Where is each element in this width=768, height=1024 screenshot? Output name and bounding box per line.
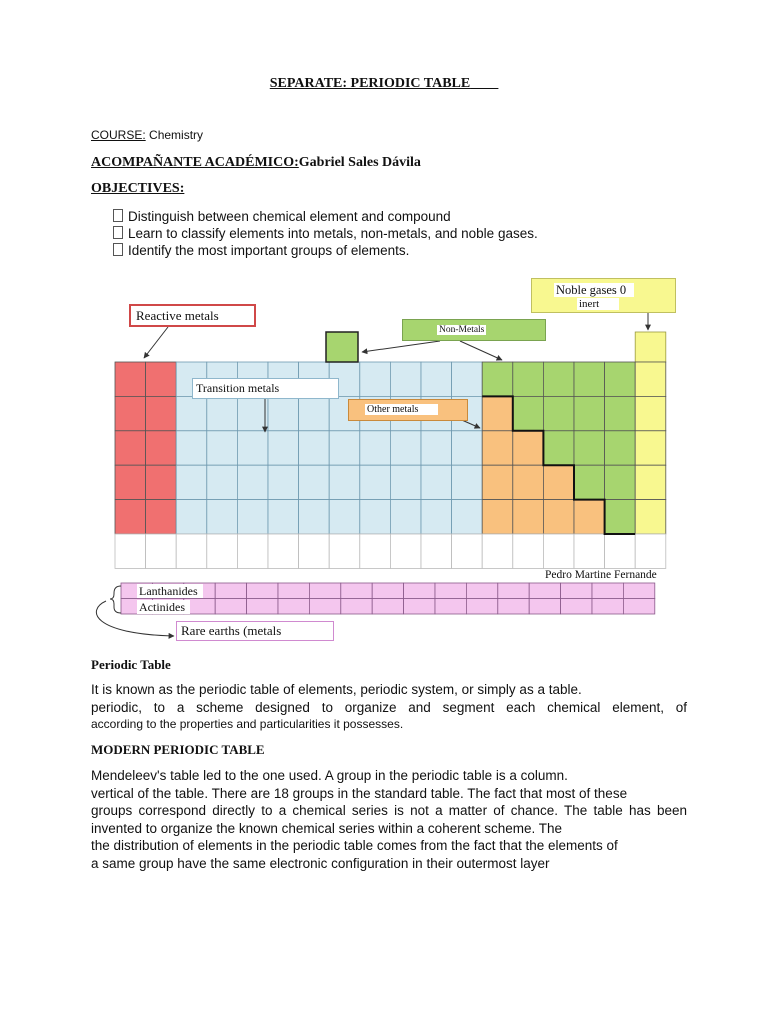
objectives-list	[113, 208, 538, 259]
objective-text: Learn to classify elements into metals, non-metals, and noble gases.	[128, 226, 538, 241]
label-lanthanides	[137, 584, 203, 598]
element-cell	[146, 534, 177, 568]
element-cell	[543, 534, 574, 568]
course-line	[91, 128, 203, 142]
element-cell	[452, 431, 483, 465]
element-cell	[237, 465, 268, 499]
rare-earth-cell	[309, 583, 340, 599]
element-cell	[176, 396, 207, 430]
label-text: Reactive metals	[136, 308, 219, 323]
element-cell	[421, 362, 452, 396]
element-cell	[543, 396, 574, 430]
label-rare-earths	[176, 621, 334, 641]
rare-earth-cell	[466, 583, 497, 599]
checkbox-glyph-icon	[113, 209, 123, 222]
element-cell	[360, 534, 391, 568]
element-cell	[360, 500, 391, 534]
rare-earth-cell	[247, 599, 278, 615]
objective-item	[113, 208, 538, 225]
rare-earth-cell	[623, 583, 654, 599]
label-text: Non-Metals	[439, 325, 485, 335]
paragraph-line: It is known as the periodic table of elements, periodic system, or simply as a table.	[91, 682, 582, 697]
element-cell	[605, 500, 636, 534]
element-cell	[635, 500, 666, 534]
rare-earth-cell	[372, 583, 403, 599]
label-text: Rare earths (metals	[181, 623, 282, 638]
element-cell	[605, 465, 636, 499]
element-cell	[146, 362, 177, 396]
element-cell	[635, 431, 666, 465]
paragraph-line: according to the properties and particularities it possesses.	[91, 717, 404, 731]
element-cell	[421, 465, 452, 499]
rare-earth-cell	[341, 583, 372, 599]
element-cell	[329, 465, 360, 499]
element-cell	[268, 500, 299, 534]
element-cell	[482, 465, 513, 499]
page-title-trail: ____	[470, 76, 499, 91]
element-cell	[543, 500, 574, 534]
rare-earth-cell	[372, 599, 403, 615]
label-other-metals	[348, 399, 468, 421]
rare-earth-cell	[435, 599, 466, 615]
element-cell	[237, 534, 268, 568]
element-cell	[482, 534, 513, 568]
label-noble-gases	[531, 278, 676, 313]
element-cell	[635, 362, 666, 396]
element-cell	[605, 431, 636, 465]
page-title-text: SEPARATE: PERIODIC TABLE	[269, 76, 471, 91]
element-cell	[482, 500, 513, 534]
element-cell	[360, 431, 391, 465]
element-cell	[390, 431, 421, 465]
element-cell	[635, 534, 666, 568]
element-cell	[574, 500, 605, 534]
rare-earth-cell	[309, 599, 340, 615]
element-cell	[299, 396, 330, 430]
element-cell	[513, 500, 544, 534]
objective-item	[113, 225, 538, 242]
element-cell	[115, 396, 146, 430]
element-cell	[421, 431, 452, 465]
rare-earth-cell	[498, 599, 529, 615]
element-cell	[299, 431, 330, 465]
element-cell	[146, 431, 177, 465]
image-credit	[545, 569, 657, 581]
element-cells	[115, 332, 666, 568]
element-cell	[513, 362, 544, 396]
label-text: Actinides	[137, 600, 190, 614]
label-text: Transition metals	[196, 381, 280, 395]
rare-earth-cell	[529, 599, 560, 615]
page-title	[0, 76, 768, 92]
element-cell	[176, 431, 207, 465]
objective-text: Identify the most important groups of elements.	[128, 243, 410, 258]
element-cell	[237, 396, 268, 430]
section-heading-periodic-table: Periodic Table	[91, 657, 171, 672]
element-cell	[635, 465, 666, 499]
element-cell	[543, 465, 574, 499]
section1-paragraph	[91, 681, 687, 734]
label-actinides	[137, 600, 190, 614]
paragraph-line: vertical of the table. There are 18 groups in the standard table. The fact that most of these	[91, 785, 628, 801]
nonmetal-sample-cell	[326, 332, 358, 362]
element-cell	[115, 534, 146, 568]
element-cell	[329, 500, 360, 534]
element-cell	[146, 500, 177, 534]
element-cell	[299, 534, 330, 568]
element-cell	[115, 431, 146, 465]
rare-earth-cell	[561, 599, 592, 615]
element-cell	[482, 431, 513, 465]
element-cell	[207, 431, 238, 465]
label-inert: inert	[577, 298, 619, 310]
element-cell	[605, 396, 636, 430]
element-cell	[513, 396, 544, 430]
checkbox-glyph-icon	[113, 243, 123, 256]
element-cell	[482, 362, 513, 396]
element-cell	[176, 534, 207, 568]
rare-earth-cell	[404, 583, 435, 599]
objective-text: Distinguish between chemical element and compound	[128, 209, 451, 224]
label-text: Noble gases 0	[554, 283, 634, 297]
acomp-line	[91, 155, 421, 171]
rare-earth-cell	[561, 583, 592, 599]
element-cell	[574, 534, 605, 568]
element-cell	[605, 534, 636, 568]
element-cell	[329, 431, 360, 465]
rare-earth-cell	[278, 599, 309, 615]
element-cell	[268, 465, 299, 499]
acomp-label: ACOMPAÑANTE ACADÉMICO:	[91, 155, 299, 170]
element-cell	[115, 465, 146, 499]
section-heading-modern: MODERN PERIODIC TABLE	[91, 742, 265, 757]
paragraph-line: invented to organize the known chemical series within a coherent scheme. The	[91, 820, 563, 836]
element-cell	[268, 534, 299, 568]
rare-earth-cell	[623, 599, 654, 615]
element-cell	[176, 465, 207, 499]
objectives-heading: OBJECTIVES:	[91, 181, 185, 196]
arrow-nonmetal-right	[460, 341, 502, 360]
rare-earth-cell	[435, 583, 466, 599]
rare-earth-cell	[592, 599, 623, 615]
paragraph-line: a same group have the same electronic configuration in their outermost layer	[91, 855, 550, 871]
element-cell	[390, 465, 421, 499]
element-cell	[237, 431, 268, 465]
element-cell	[329, 534, 360, 568]
course-value: Chemistry	[145, 128, 204, 142]
element-cell	[513, 431, 544, 465]
checkbox-glyph-icon	[113, 226, 123, 239]
section2-paragraph	[91, 767, 687, 872]
element-cell	[513, 465, 544, 499]
rare-earth-cell	[247, 583, 278, 599]
element-cell	[299, 500, 330, 534]
rare-earth-cell	[278, 583, 309, 599]
element-cell	[207, 534, 238, 568]
element-cell	[452, 500, 483, 534]
element-cell	[482, 396, 513, 430]
objective-item	[113, 242, 538, 259]
element-cell	[268, 396, 299, 430]
rare-earth-cell	[529, 583, 560, 599]
paragraph-line: Mendeleev's table led to the one used. A group in the periodic table is a column.	[91, 768, 568, 783]
credit-text: Pedro Martine Fernande	[545, 569, 657, 581]
element-cell	[452, 465, 483, 499]
element-cell	[146, 465, 177, 499]
element-cell	[543, 431, 574, 465]
rare-earth-cell	[215, 599, 246, 615]
arrow-reactive	[144, 327, 168, 358]
rare-earth-cell	[341, 599, 372, 615]
element-cell	[299, 465, 330, 499]
element-cell	[390, 362, 421, 396]
element-cell	[452, 362, 483, 396]
course-label: COURSE:	[91, 128, 146, 142]
acomp-value: Gabriel Sales Dávila	[298, 155, 421, 170]
element-cell	[237, 500, 268, 534]
element-cell	[452, 534, 483, 568]
paragraph-line: groups correspond directly to a chemical series is not a matter of chance. The table has been	[91, 803, 687, 818]
element-cell	[574, 396, 605, 430]
label-transition-metals	[192, 378, 339, 399]
rare-earth-cell	[498, 583, 529, 599]
paragraph-line: the distribution of elements in the periodic table comes from the fact that the elements of	[91, 838, 618, 853]
arrow-nonmetal-left	[362, 341, 440, 352]
element-cell	[574, 431, 605, 465]
rare-earth-cell	[404, 599, 435, 615]
element-cell	[513, 534, 544, 568]
element-cell	[207, 500, 238, 534]
element-cell	[421, 500, 452, 534]
label-non-metals	[402, 319, 546, 341]
element-cell	[176, 500, 207, 534]
element-cell	[543, 362, 574, 396]
label-text: Lanthanides	[137, 584, 203, 598]
label-text: Other metals	[365, 404, 438, 415]
rare-earth-cell	[592, 583, 623, 599]
element-cell	[115, 500, 146, 534]
paragraph-line: periodic, to a scheme designed to organize and segment each chemical element, of	[91, 699, 687, 715]
element-cell	[207, 396, 238, 430]
element-cell	[390, 500, 421, 534]
label-reactive-metals	[129, 304, 256, 327]
rare-earth-cell	[466, 599, 497, 615]
element-cell	[146, 396, 177, 430]
element-cell	[574, 362, 605, 396]
element-cell	[635, 332, 666, 362]
element-cell	[360, 465, 391, 499]
element-cell	[421, 534, 452, 568]
element-cell	[268, 431, 299, 465]
element-cell	[207, 465, 238, 499]
element-cell	[635, 396, 666, 430]
periodic-table-diagram	[0, 270, 768, 650]
rare-earth-cell	[215, 583, 246, 599]
element-cell	[390, 534, 421, 568]
element-cell	[115, 362, 146, 396]
element-cell	[360, 362, 391, 396]
element-cell	[605, 362, 636, 396]
brace	[110, 586, 121, 613]
element-cell	[574, 465, 605, 499]
